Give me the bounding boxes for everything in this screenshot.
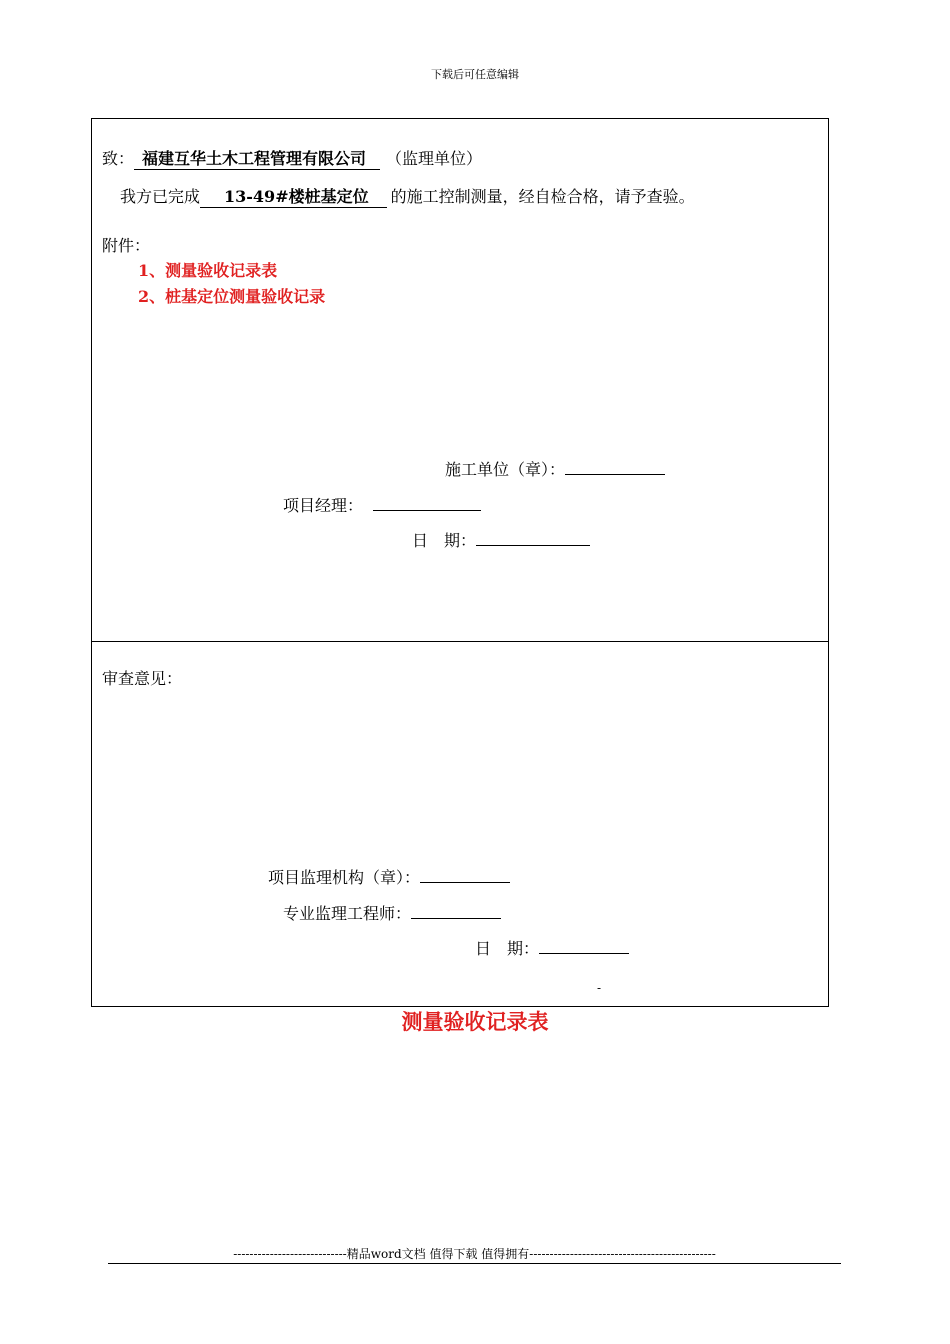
dash-mark: - bbox=[597, 981, 602, 995]
attachments-label: 附件： bbox=[102, 236, 151, 255]
construction-unit-label: 施工单位（章）： bbox=[445, 460, 566, 479]
completed-item: 13-49#楼桩基定位 bbox=[200, 184, 387, 208]
to-suffix: （监理单位） bbox=[386, 149, 483, 168]
review-date-blank bbox=[539, 936, 629, 954]
submission-date-label: 日 期： bbox=[412, 531, 477, 550]
engineer-blank bbox=[411, 901, 501, 919]
engineer-line bbox=[283, 901, 501, 924]
submission-date-blank bbox=[476, 528, 590, 546]
completed-suffix: 的施工控制测量，经自检合格，请予查验。 bbox=[390, 187, 695, 206]
footer-rule bbox=[108, 1263, 841, 1264]
table-title: 测量验收记录表 bbox=[401, 1009, 549, 1034]
construction-unit-line bbox=[445, 457, 665, 480]
addressee-line bbox=[102, 146, 482, 170]
submission-date-line bbox=[412, 528, 590, 551]
engineer-label: 专业监理工程师： bbox=[283, 904, 412, 923]
construction-unit-blank bbox=[565, 457, 665, 475]
header-note: 下载后可任意编辑 bbox=[431, 68, 519, 81]
completion-line bbox=[120, 184, 695, 208]
project-manager-label: 项目经理： bbox=[283, 496, 364, 515]
to-company: 福建互华土木工程管理有限公司 bbox=[134, 146, 380, 170]
attachment-item: 1、测量验收记录表 bbox=[138, 261, 278, 280]
completed-prefix: 我方已完成 bbox=[120, 187, 201, 206]
project-manager-line bbox=[283, 493, 481, 516]
supervision-org-label: 项目监理机构（章）： bbox=[268, 868, 421, 887]
review-date-line bbox=[475, 936, 629, 959]
footer-text: ----------------------------精品word文档 值得下载 值得拥有---------------------------------------------- bbox=[233, 1247, 716, 1261]
review-section bbox=[91, 641, 829, 1007]
project-manager-blank bbox=[373, 493, 481, 511]
to-label: 致： bbox=[102, 149, 135, 168]
supervision-org-blank bbox=[420, 865, 510, 883]
review-date-label: 日 期： bbox=[475, 939, 540, 958]
review-opinion-label: 审查意见： bbox=[102, 669, 183, 688]
supervision-org-line bbox=[268, 865, 510, 888]
attachment-item: 2、桩基定位测量验收记录 bbox=[138, 287, 326, 306]
